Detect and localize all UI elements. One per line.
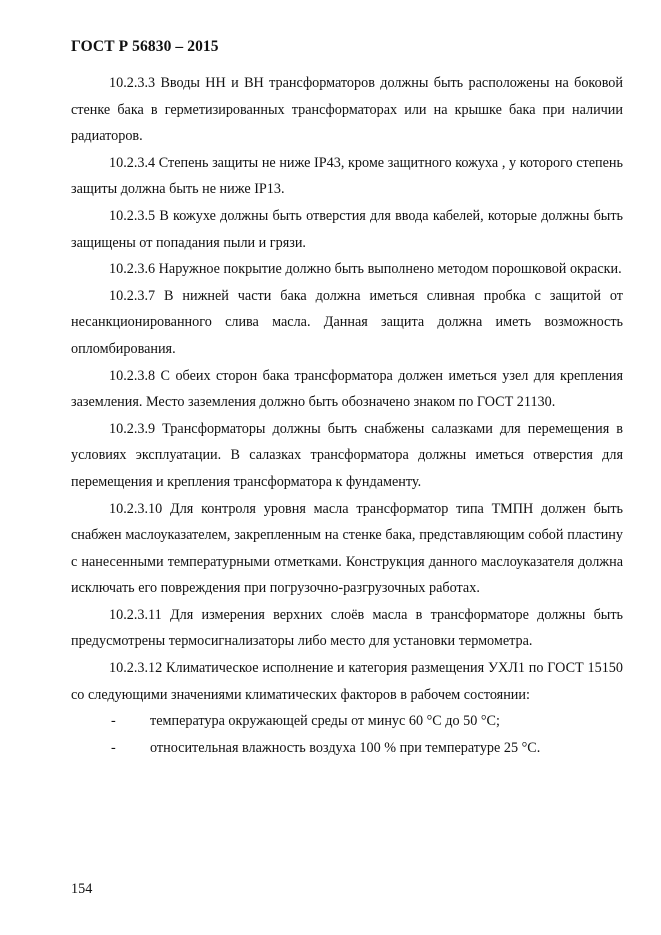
paragraph-10-2-3-10: 10.2.3.10 Для контроля уровня масла трансформатор типа ТМПН должен быть снабжен маслоуказателем, закрепленным на стенке бака, представляющим собой пластину с нанесенными температурными отметками. Конструкция данного маслоуказателя должна исключать его повреждения при погрузочно-разгрузочных работах. <box>71 500 623 597</box>
paragraph-10-2-3-11: 10.2.3.11 Для измерения верхних слоёв масла в трансформаторе должны быть предусмотрены термосигнализаторы либо место для установки термометра. <box>71 606 623 650</box>
paragraph-10-2-3-9: 10.2.3.9 Трансформаторы должны быть снабжены салазками для перемещения в условиях эксплуатации. В салазках трансформатора должны иметься отверстия для перемещения и крепления трансформатора к фундаменту. <box>71 420 623 490</box>
paragraph-10-2-3-3: 10.2.3.3 Вводы НН и ВН трансформаторов должны быть расположены на боковой стенке бака в герметизированных трансформаторах или на крышке бака при наличии радиаторов. <box>71 75 623 145</box>
paragraph-10-2-3-12: 10.2.3.12 Климатическое исполнение и категория размещения УХЛ1 по ГОСТ 15150 со следующими значениями климатических факторов в рабочем состоянии: <box>71 660 623 703</box>
page-number: 154 <box>71 881 93 897</box>
paragraph-10-2-3-7: 10.2.3.7 В нижней части бака должна иметься сливная пробка с защитой от несанкционированного слива масла. Данная защита должна иметь возможность опломбирования. <box>71 287 623 357</box>
paragraph-10-2-3-6: 10.2.3.6 Наружное покрытие должно быть выполнено методом порошковой окраски. <box>109 261 622 278</box>
document-header: ГОСТ Р 56830 – 2015 <box>71 38 219 55</box>
list-dash: - <box>111 713 116 730</box>
paragraph-10-2-3-5: 10.2.3.5 В кожухе должны быть отверстия для ввода кабелей, которые должны быть защищены от попадания пыли и грязи. <box>71 207 623 251</box>
paragraph-10-2-3-8: 10.2.3.8 С обеих сторон бака трансформатора должен иметься узел для крепления заземления. Место заземления должно быть обозначено знаком по ГОСТ 21130. <box>71 367 623 411</box>
paragraph-10-2-3-4: 10.2.3.4 Степень защиты не ниже IP43, кроме защитного кожуха , у которого степень защиты должна быть не ниже IP13. <box>71 154 623 198</box>
list-dash: - <box>111 739 116 756</box>
document-body <box>71 70 623 761</box>
list-item <box>71 735 623 762</box>
list-item-text: температура окружающей среды от минус 60 °С до 50 °С; <box>150 713 500 730</box>
list-item <box>71 708 623 735</box>
list-item-text: относительная влажность воздуха 100 % при температуре 25 °С. <box>150 739 541 756</box>
